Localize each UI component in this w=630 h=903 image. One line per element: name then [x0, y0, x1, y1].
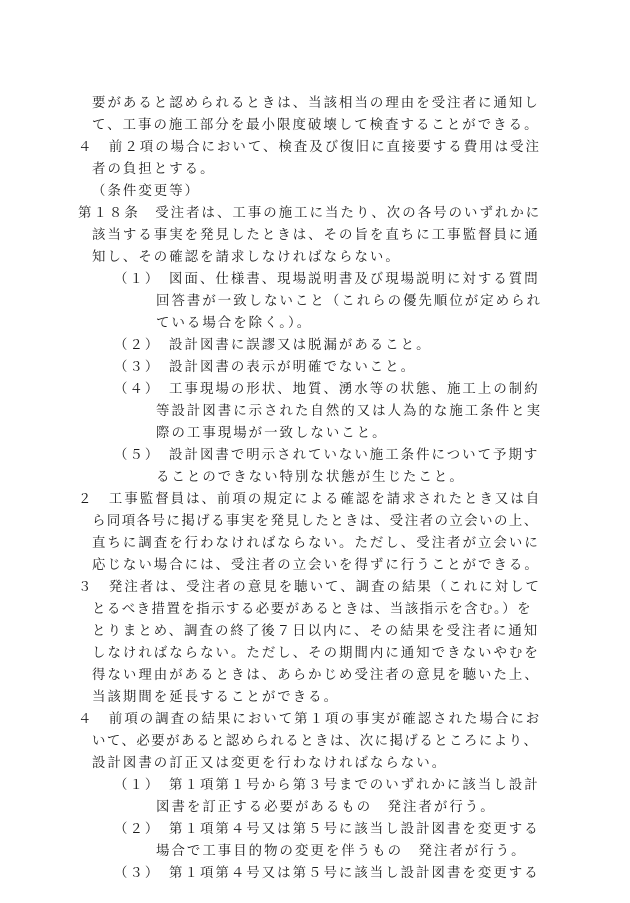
list-item-line: （１） 第１項第１号から第３号までのいずれかに該当し設計 — [114, 778, 540, 793]
list-item-line: （３） 第１項第４号又は第５号に該当し設計図書を変更する — [114, 866, 540, 881]
text-line: 直ちに調査を行わなければならない。ただし、受注者が立会いに — [92, 536, 540, 551]
list-item-line: （４） 工事現場の形状、地質、湧水等の状態、施工上の制約 — [114, 382, 540, 397]
text-line: ら同項各号に掲げる事実を発見したときは、受注者の立会いの上、 — [92, 514, 539, 529]
text-line: いて、必要があると認められるときは、次に掲げるところにより、 — [92, 734, 539, 749]
list-item-line: （５） 設計図書で明示されていない施工条件について予期す — [114, 448, 540, 463]
text-line: 者の負担とする。 — [92, 162, 216, 177]
text-line: ３ 発注者は、受注者の意見を聴いて、調査の結果（これに対して — [78, 580, 541, 595]
list-item-line: 際の工事現場が一致しないこと。 — [156, 426, 388, 441]
text-line: 応じない場合には、受注者の立会いを得ずに行うことができる。 — [92, 558, 540, 573]
list-item-line: （２） 設計図書に誤謬又は脱漏があること。 — [114, 338, 432, 353]
text-line: しなければならない。ただし、その期間内に通知できないやむを — [92, 646, 540, 661]
text-line: 知し、その確認を請求しなければならない。 — [92, 250, 401, 265]
list-item-line: 等設計図書に示された自然的又は人為的な施工条件と実 — [156, 404, 543, 419]
list-item-line: 回答書が一致しないこと（これらの優先順位が定められ — [156, 294, 543, 309]
list-item-line: ている場合を除く。）。 — [156, 316, 313, 331]
text-line: ４ 前２項の場合において、検査及び復旧に直接要する費用は受注 — [78, 140, 541, 155]
text-line: 設計図書の訂正又は変更を行わなければならない。 — [92, 756, 448, 771]
list-item-line: ることのできない特別な状態が生じたこと。 — [156, 470, 465, 485]
text-line: とりまとめ、調査の終了後７日以内に、その結果を受注者に通知 — [92, 624, 540, 639]
text-line: ４ 前項の調査の結果において第１項の事実が確認された場合にお — [78, 712, 542, 727]
list-item-line: （３） 設計図書の表示が明確でないこと。 — [114, 360, 417, 375]
list-item-line: （２） 第１項第４号又は第５号に該当し設計図書を変更する — [114, 822, 540, 837]
text-line: ２ 工事監督員は、前項の規定による確認を請求されたとき又は自 — [78, 492, 542, 507]
list-item-line: （１） 図面、仕様書、現場説明書及び現場説明に対する質問 — [114, 272, 540, 287]
text-line: 得ない理由があるときは、あらかじめ受注者の意見を聴いた上、 — [92, 668, 540, 683]
list-item-line: 場合で工事目的物の変更を伴うもの 発注者が行う。 — [156, 844, 527, 859]
article-heading-line: 第１８条 受注者は、工事の施工に当たり、次の各号のいずれかに — [78, 206, 542, 221]
text-line: 当該期間を延長することができる。 — [92, 690, 340, 705]
section-heading: （条件変更等） — [92, 184, 201, 199]
list-item-line: 図書を訂正する必要があるもの 発注者が行う。 — [156, 800, 496, 815]
text-line: 要があると認められるときは、当該相当の理由を受注者に通知し — [92, 96, 540, 111]
text-line: て、工事の施工部分を最小限度破壊して検査することができる。 — [92, 118, 540, 133]
text-line: とるべき措置を指示する必要があるときは、当該指示を含む。）を — [92, 602, 533, 617]
text-line: 該当する事実を発見したときは、その旨を直ちに工事監督員に通 — [92, 228, 540, 243]
